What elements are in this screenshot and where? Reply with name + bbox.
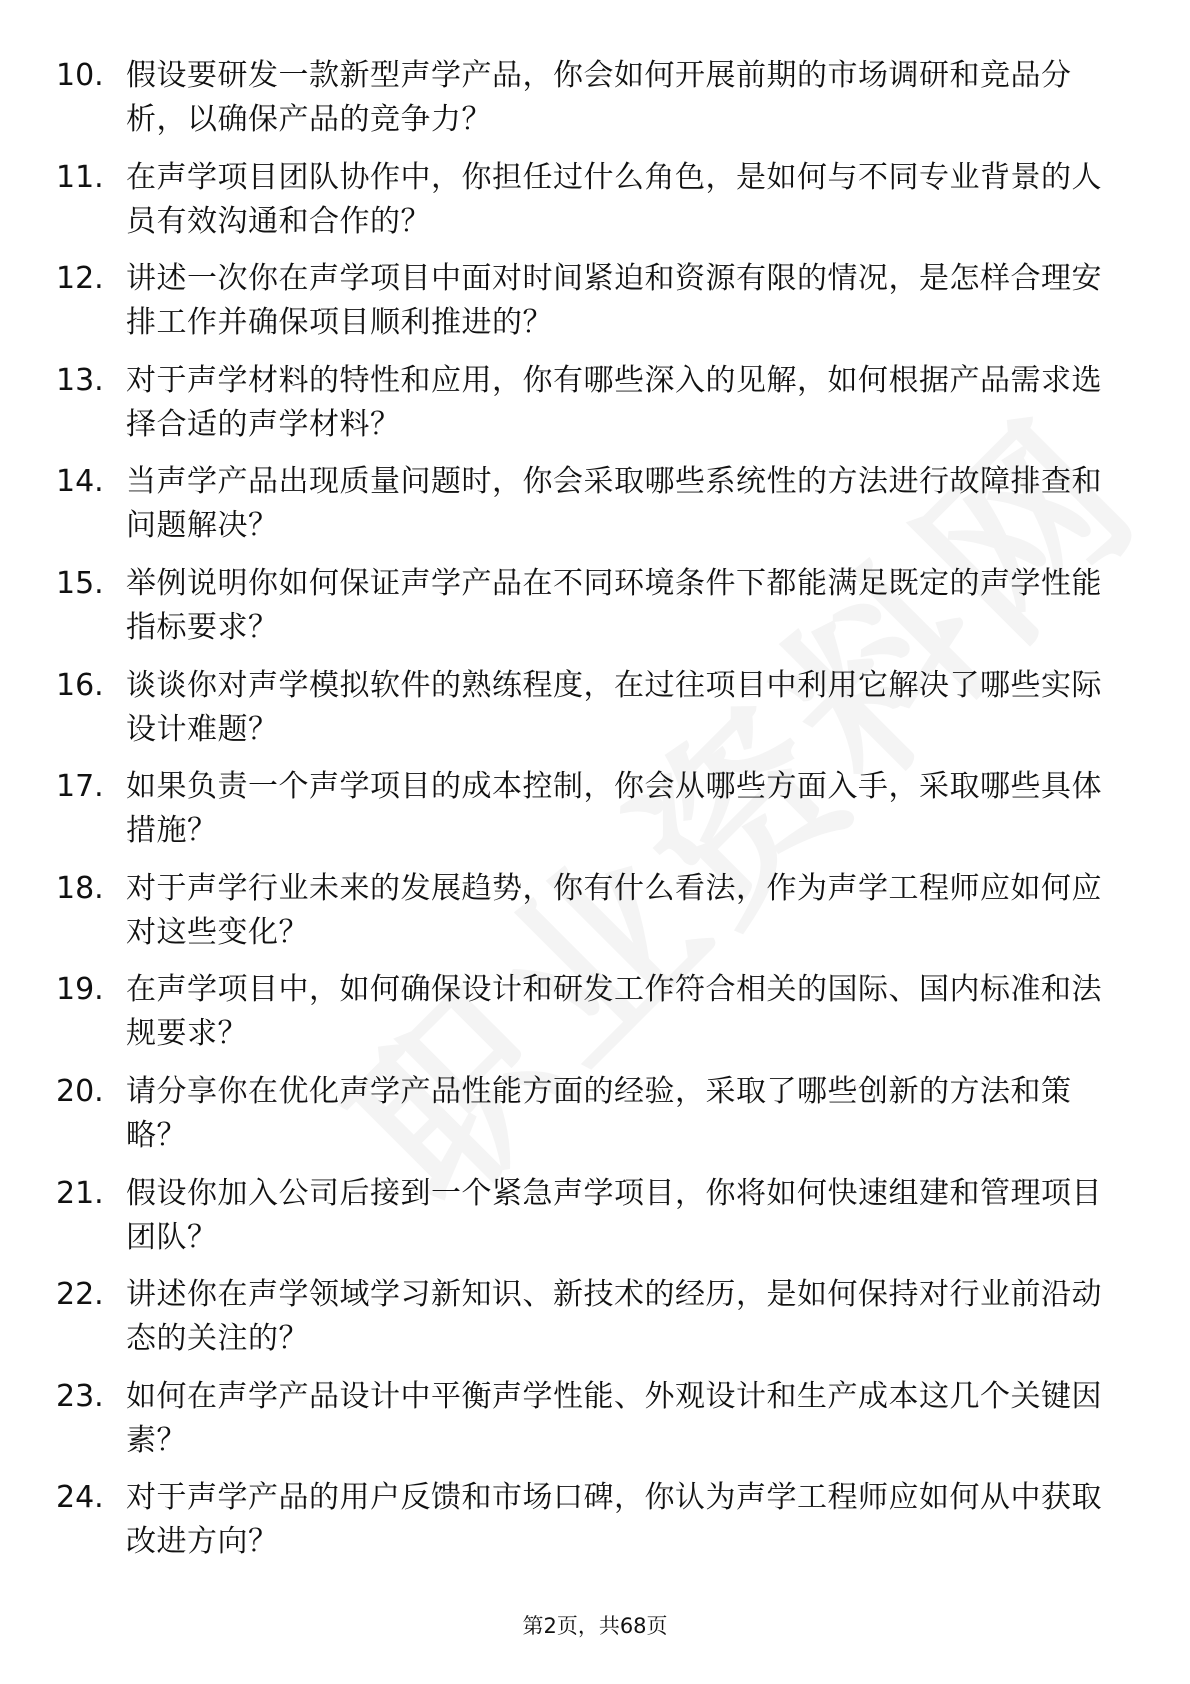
question-item — [56, 765, 1116, 857]
question-number: 17. — [56, 769, 104, 805]
question-item — [56, 1476, 1116, 1568]
question-number: 23. — [56, 1378, 104, 1414]
question-number: 10. — [56, 58, 104, 93]
question-text: 举例说明你如何保证声学产品在不同环境条件下都能满足既定的声学性能指标要求？ — [126, 565, 1102, 645]
question-item — [56, 460, 1116, 552]
question-item — [56, 257, 1116, 349]
question-number: 14. — [56, 464, 104, 500]
question-item — [56, 54, 1116, 146]
question-text: 请分享你在优化声学产品性能方面的经验，采取了哪些创新的方法和策略？ — [126, 1073, 1072, 1153]
question-number: 11. — [56, 159, 104, 195]
question-text: 当声学产品出现质量问题时，你会采取哪些系统性的方法进行故障排查和问题解决？ — [126, 464, 1102, 544]
question-number: 16. — [56, 667, 104, 703]
question-item — [56, 867, 1116, 959]
question-item — [56, 562, 1116, 654]
question-item — [56, 1375, 1116, 1467]
question-text: 如果负责一个声学项目的成本控制，你会从哪些方面入手，采取哪些具体措施？ — [126, 769, 1102, 849]
question-text: 对于声学行业未来的发展趋势，你有什么看法，作为声学工程师应如何应对这些变化？ — [126, 870, 1102, 950]
question-text: 假设你加入公司后接到一个紧急声学项目，你将如何快速组建和管理项目团队？ — [126, 1175, 1102, 1255]
question-item — [56, 968, 1116, 1060]
question-item — [56, 1070, 1116, 1162]
question-item — [56, 664, 1116, 756]
question-item — [56, 1273, 1116, 1365]
question-number: 18. — [56, 870, 104, 906]
page-footer — [0, 1612, 1190, 1640]
question-item — [56, 156, 1116, 248]
question-text: 对于声学产品的用户反馈和市场口碑，你认为声学工程师应如何从中获取改进方向？ — [126, 1480, 1102, 1560]
question-number: 22. — [56, 1277, 104, 1313]
question-text: 讲述一次你在声学项目中面对时间紧迫和资源有限的情况，是怎样合理安排工作并确保项目顺利推进的？ — [126, 261, 1102, 341]
question-number: 20. — [56, 1073, 104, 1109]
question-number: 19. — [56, 972, 104, 1008]
question-text: 如何在声学产品设计中平衡声学性能、外观设计和生产成本这几个关键因素？ — [126, 1378, 1102, 1458]
question-text: 谈谈你对声学模拟软件的熟练程度，在过往项目中利用它解决了哪些实际设计难题？ — [126, 667, 1102, 747]
question-item — [56, 1172, 1116, 1264]
question-text: 讲述你在声学领域学习新知识、新技术的经历，是如何保持对行业前沿动态的关注的？ — [126, 1277, 1102, 1357]
question-number: 24. — [56, 1480, 104, 1516]
question-number: 12. — [56, 261, 104, 297]
question-number: 15. — [56, 565, 104, 601]
question-text: 对于声学材料的特性和应用，你有哪些深入的见解，如何根据产品需求选择合适的声学材料？ — [126, 362, 1102, 442]
question-item — [56, 359, 1116, 451]
question-list — [56, 54, 1116, 1578]
question-number: 13. — [56, 362, 104, 398]
question-number: 21. — [56, 1175, 104, 1211]
question-text: 在声学项目团队协作中，你担任过什么角色，是如何与不同专业背景的人员有效沟通和合作的？ — [126, 159, 1102, 239]
question-text: 在声学项目中，如何确保设计和研发工作符合相关的国际、国内标准和法规要求？ — [126, 972, 1102, 1052]
page-number-label: 第2页，共68页 — [522, 1614, 668, 1638]
question-text: 假设要研发一款新型声学产品，你会如何开展前期的市场调研和竞品分析，以确保产品的竞争力？ — [126, 58, 1072, 137]
